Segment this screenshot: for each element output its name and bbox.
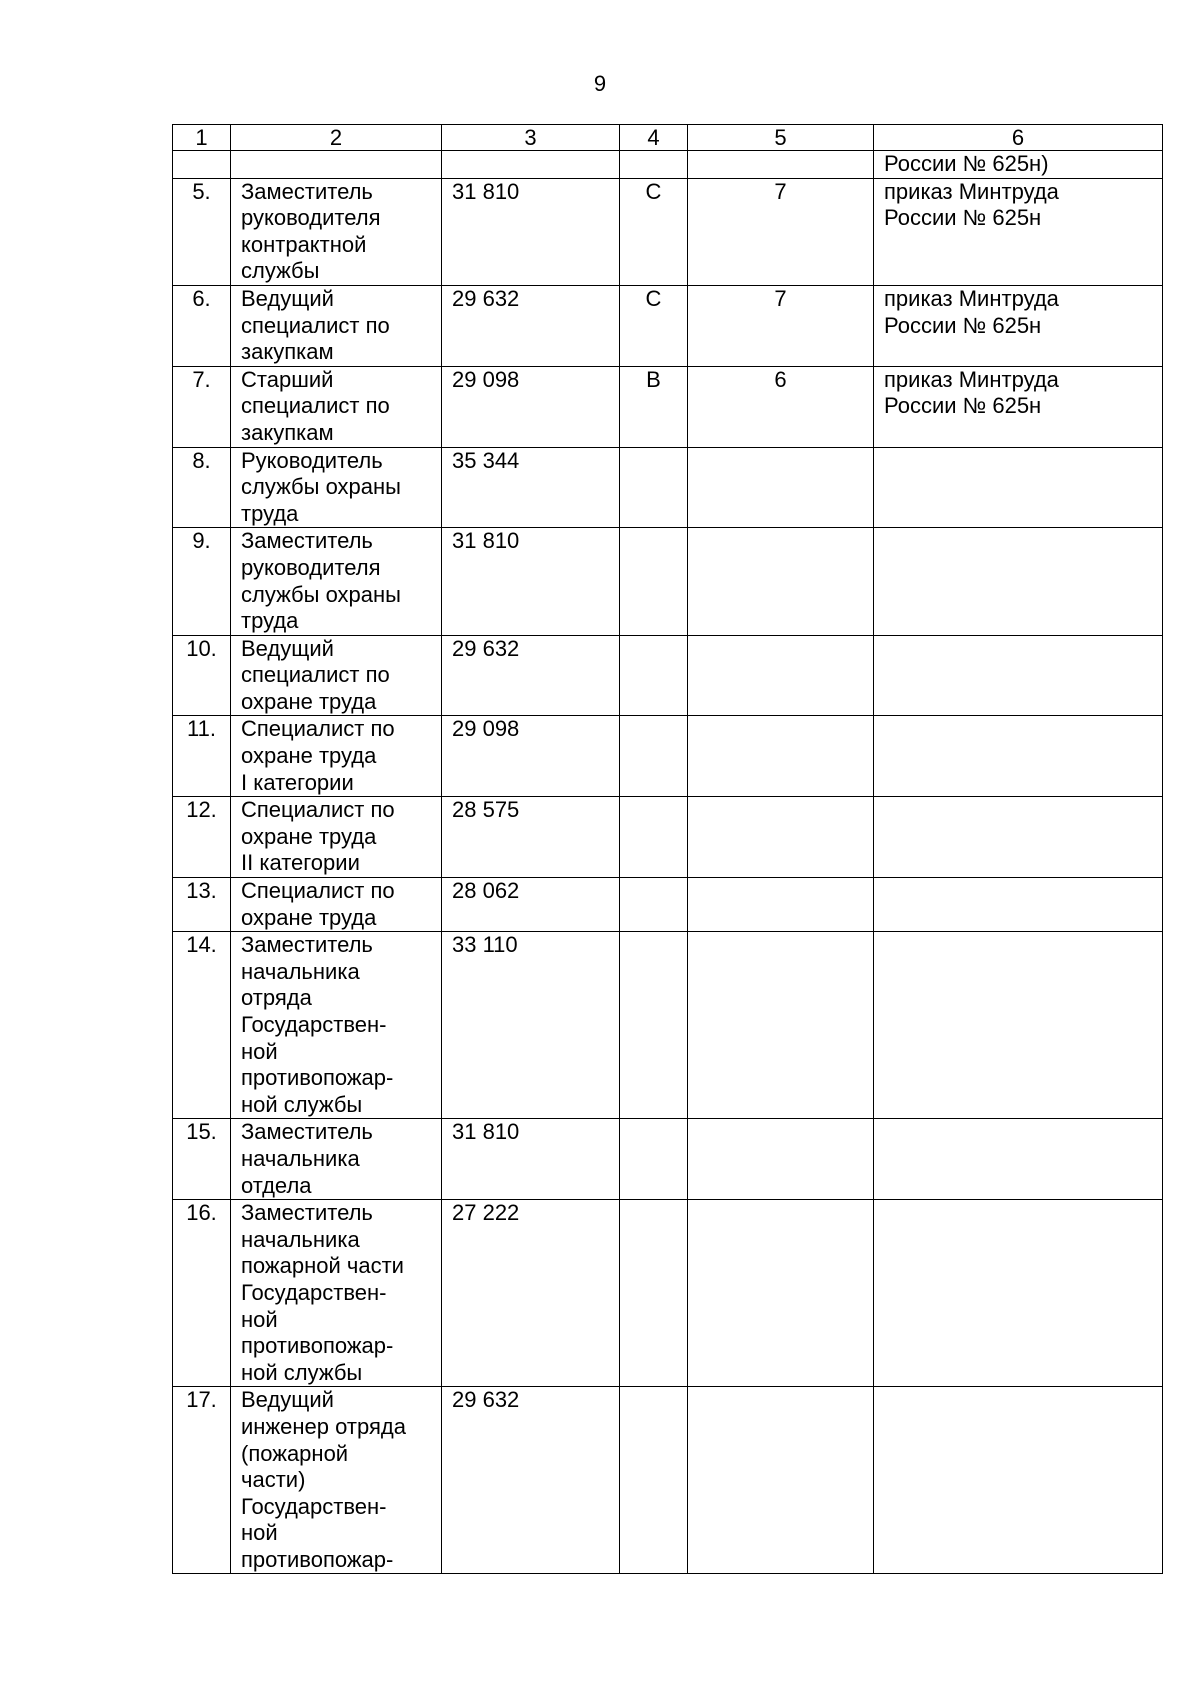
header-col-2: 2	[231, 125, 442, 151]
qualification-value	[688, 716, 874, 797]
continuation-cell	[442, 151, 620, 179]
standard-document	[874, 528, 1163, 635]
level-value	[620, 716, 688, 797]
salary-value: 29 632	[442, 635, 620, 716]
row-number: 17.	[173, 1387, 231, 1574]
qualification-value	[688, 932, 874, 1119]
qualification-value	[688, 528, 874, 635]
level-value	[620, 1387, 688, 1574]
salary-value: 31 810	[442, 528, 620, 635]
qualification-value: 6	[688, 366, 874, 447]
table-row	[173, 178, 1163, 285]
continuation-cell	[173, 151, 231, 179]
table-row	[173, 366, 1163, 447]
level-value	[620, 878, 688, 932]
table-row	[173, 878, 1163, 932]
standard-document: приказ Минтруда России № 625н	[874, 366, 1163, 447]
table-row	[173, 797, 1163, 878]
standard-document	[874, 797, 1163, 878]
table-row	[173, 285, 1163, 366]
row-number: 15.	[173, 1119, 231, 1200]
table-header-row	[173, 125, 1163, 151]
table-row	[173, 932, 1163, 1119]
level-value: С	[620, 285, 688, 366]
page-number: 9	[593, 71, 607, 96]
header-col-5: 5	[688, 125, 874, 151]
level-value: С	[620, 178, 688, 285]
position-name: Ведущий специалист по закупкам	[231, 285, 442, 366]
level-value	[620, 528, 688, 635]
qualification-value	[688, 1200, 874, 1387]
salary-value: 29 632	[442, 285, 620, 366]
salary-value: 29 632	[442, 1387, 620, 1574]
standard-document	[874, 716, 1163, 797]
row-number: 6.	[173, 285, 231, 366]
row-number: 9.	[173, 528, 231, 635]
row-number: 5.	[173, 178, 231, 285]
salary-value: 31 810	[442, 178, 620, 285]
position-name: Специалист по охране труда	[231, 878, 442, 932]
level-value	[620, 797, 688, 878]
qualification-value	[688, 1119, 874, 1200]
qualification-value	[688, 797, 874, 878]
level-value	[620, 1200, 688, 1387]
position-name: Старший специалист по закупкам	[231, 366, 442, 447]
salary-value: 28 575	[442, 797, 620, 878]
qualification-value	[688, 878, 874, 932]
table-row	[173, 447, 1163, 528]
salary-value: 31 810	[442, 1119, 620, 1200]
positions-table	[172, 124, 1163, 1574]
position-name: Руководитель службы охраны труда	[231, 447, 442, 528]
header-col-1: 1	[173, 125, 231, 151]
row-number: 14.	[173, 932, 231, 1119]
salary-value: 29 098	[442, 366, 620, 447]
position-name: Ведущий инженер отряда (пожарной части) Государствен- ной противопожар-	[231, 1387, 442, 1574]
level-value: В	[620, 366, 688, 447]
table-row	[173, 1200, 1163, 1387]
row-number: 7.	[173, 366, 231, 447]
continuation-cell	[620, 151, 688, 179]
table-row	[173, 716, 1163, 797]
level-value	[620, 1119, 688, 1200]
row-number: 12.	[173, 797, 231, 878]
standard-document	[874, 447, 1163, 528]
row-number: 10.	[173, 635, 231, 716]
qualification-value	[688, 635, 874, 716]
position-name: Ведущий специалист по охране труда	[231, 635, 442, 716]
salary-value: 27 222	[442, 1200, 620, 1387]
salary-value: 29 098	[442, 716, 620, 797]
table-row	[173, 635, 1163, 716]
table-row	[173, 1387, 1163, 1574]
qualification-value: 7	[688, 285, 874, 366]
continuation-row	[173, 151, 1163, 179]
row-number: 8.	[173, 447, 231, 528]
level-value	[620, 447, 688, 528]
header-col-4: 4	[620, 125, 688, 151]
salary-value: 35 344	[442, 447, 620, 528]
row-number: 16.	[173, 1200, 231, 1387]
position-name: Заместитель начальника пожарной части Государствен- ной противопожар- ной службы	[231, 1200, 442, 1387]
level-value	[620, 932, 688, 1119]
standard-document	[874, 1119, 1163, 1200]
standard-document: приказ Минтруда России № 625н	[874, 178, 1163, 285]
qualification-value	[688, 447, 874, 528]
standard-document: приказ Минтруда России № 625н	[874, 285, 1163, 366]
continuation-cell	[688, 151, 874, 179]
level-value	[620, 635, 688, 716]
standard-document	[874, 1200, 1163, 1387]
standard-document	[874, 635, 1163, 716]
header-col-6: 6	[874, 125, 1163, 151]
position-name: Заместитель начальника отдела	[231, 1119, 442, 1200]
continuation-doc-cell: России № 625н)	[874, 151, 1163, 179]
continuation-cell	[231, 151, 442, 179]
table-row	[173, 528, 1163, 635]
position-name: Заместитель начальника отряда Государствен- ной противопожар- ной службы	[231, 932, 442, 1119]
standard-document	[874, 1387, 1163, 1574]
standard-document	[874, 932, 1163, 1119]
header-col-3: 3	[442, 125, 620, 151]
position-name: Специалист по охране труда I категории	[231, 716, 442, 797]
qualification-value	[688, 1387, 874, 1574]
row-number: 11.	[173, 716, 231, 797]
row-number: 13.	[173, 878, 231, 932]
standard-document	[874, 878, 1163, 932]
qualification-value: 7	[688, 178, 874, 285]
position-name: Заместитель руководителя контрактной службы	[231, 178, 442, 285]
salary-value: 28 062	[442, 878, 620, 932]
salary-value: 33 110	[442, 932, 620, 1119]
table-row	[173, 1119, 1163, 1200]
position-name: Заместитель руководителя службы охраны труда	[231, 528, 442, 635]
position-name: Специалист по охране труда II категории	[231, 797, 442, 878]
